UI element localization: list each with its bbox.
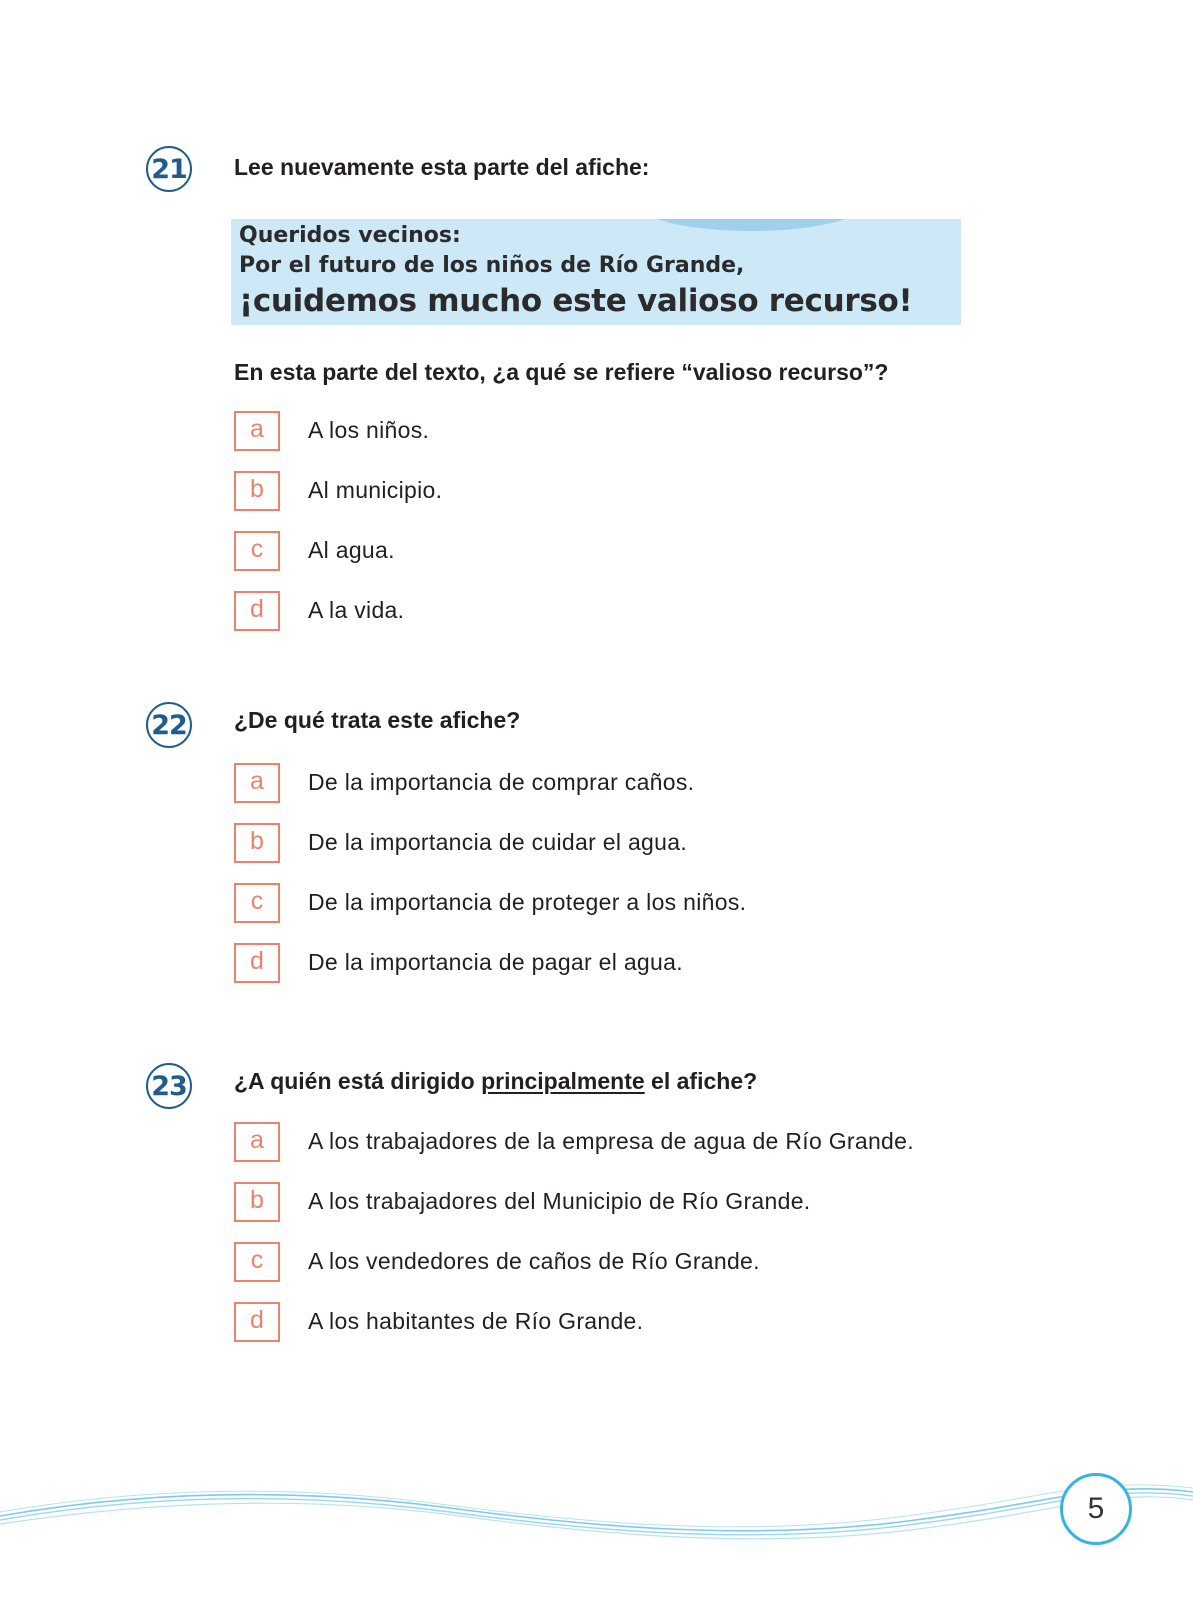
option-letter-box[interactable]: b xyxy=(234,471,280,511)
footer-wave-decoration xyxy=(0,1470,1193,1550)
option-text: De la importancia de comprar caños. xyxy=(308,769,695,795)
question-21-subprompt: En esta parte del texto, ¿a qué se refiere “valioso recurso”? xyxy=(234,359,889,385)
option-text: De la importancia de cuidar el agua. xyxy=(308,829,688,855)
option-letter-box[interactable]: c xyxy=(234,531,280,571)
option-letter-box[interactable]: a xyxy=(234,411,280,451)
question-23-prompt-end: el afiche? xyxy=(644,1068,758,1094)
option-text: Al municipio. xyxy=(308,477,443,503)
option-letter-box[interactable]: d xyxy=(234,943,280,983)
poster-excerpt xyxy=(231,219,961,325)
question-21-prompt: Lee nuevamente esta parte del afiche: xyxy=(234,154,650,180)
question-number-21: 21 xyxy=(146,146,192,192)
question-23-prompt xyxy=(234,1068,757,1095)
question-23-prompt-start: ¿A quién está dirigido xyxy=(234,1068,482,1094)
option-text: A la vida. xyxy=(308,597,405,623)
excerpt-line-2: Por el futuro de los niños de Río Grande, xyxy=(239,253,745,278)
excerpt-line-1: Queridos vecinos: xyxy=(239,223,461,248)
option-text: A los trabajadores de la empresa de agua de Río Grande. xyxy=(308,1128,914,1154)
page-number: 5 xyxy=(1060,1473,1132,1545)
option-text: A los vendedores de caños de Río Grande. xyxy=(308,1248,760,1274)
question-22-prompt: ¿De qué trata este afiche? xyxy=(234,707,521,733)
option-text: A los habitantes de Río Grande. xyxy=(308,1308,644,1334)
option-letter-box[interactable]: a xyxy=(234,763,280,803)
question-number-22: 22 xyxy=(146,702,192,748)
option-letter-box[interactable]: c xyxy=(234,1242,280,1282)
option-text: De la importancia de proteger a los niños. xyxy=(308,889,747,915)
option-letter-box[interactable]: c xyxy=(234,883,280,923)
option-letter-box[interactable]: d xyxy=(234,1302,280,1342)
option-letter-box[interactable]: a xyxy=(234,1122,280,1162)
option-text: Al agua. xyxy=(308,537,395,563)
excerpt-line-3: ¡cuidemos mucho este valioso recurso! xyxy=(239,283,913,319)
option-letter-box[interactable]: b xyxy=(234,1182,280,1222)
option-text: A los niños. xyxy=(308,417,430,443)
option-letter-box[interactable]: d xyxy=(234,591,280,631)
option-text: A los trabajadores del Municipio de Río Grande. xyxy=(308,1188,811,1214)
option-letter-box[interactable]: b xyxy=(234,823,280,863)
question-23-prompt-emphasis: principalmente xyxy=(481,1068,645,1094)
option-text: De la importancia de pagar el agua. xyxy=(308,949,683,975)
question-number-23: 23 xyxy=(146,1063,192,1109)
